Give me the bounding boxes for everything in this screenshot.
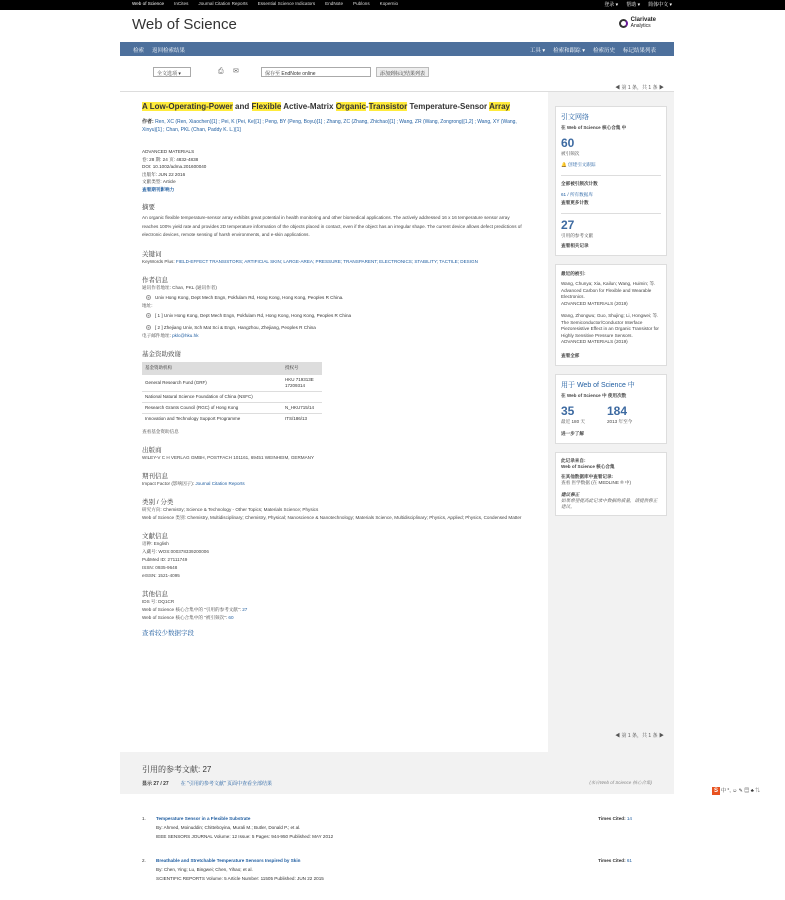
usage-box	[555, 374, 667, 444]
title-segment: Organic	[335, 102, 366, 111]
reference-number: 2.	[142, 858, 146, 863]
jcr-link[interactable]: Journal Citation Reports	[195, 480, 245, 486]
help-menu[interactable]: 帮助 ▾	[626, 2, 641, 8]
app-title[interactable]: Web of Science	[132, 16, 237, 33]
sidebar	[555, 106, 667, 516]
expand-icon[interactable]: +	[147, 313, 150, 318]
nav-search[interactable]: 检索	[133, 48, 145, 54]
times-cited-link[interactable]: 14	[626, 816, 632, 821]
pager-bottom[interactable]: ◀ 第 1 条，共 1 条 ▶	[615, 733, 664, 739]
sogou-icon[interactable]: S	[713, 788, 718, 794]
recent-2-title[interactable]: The Semiconductor/Conductor Interface Piezoresistive Effect in an Organic Transistor for Highly Sensitive Pressure Sensors.	[561, 319, 659, 338]
title-segment: A Low-Operating-Power	[142, 102, 233, 111]
usage-heading: 用于 Web of Science 中	[561, 381, 635, 389]
record-from-heading: 此记录来自:	[561, 457, 586, 463]
times-cited-label: 被引频次	[561, 151, 580, 156]
other-info-heading: 其他信息	[142, 590, 168, 598]
ids-number: IDS 号: DQ1CR	[142, 598, 175, 604]
document-type: 文献类型: Article	[142, 179, 176, 184]
suggest-link[interactable]: 如果希望提高此记录中数据的质量，请提供修正建议。	[561, 497, 658, 509]
reference-item	[142, 856, 632, 883]
brand-sub: Analytics	[630, 23, 651, 29]
abstract-text: An organic flexible temperature-sensor array exhibits great potential in health monitoring and other biomedical applications. The actively addressed 16 x 16 temperature sensor array reaches 100% yield rate and provides 2D temperature information of the objects placed in contact, even if the object has an irregular shape. The current device allows defect predictions of electronic devices, remote sensing of harsh environments, and e-skin applications.	[142, 215, 522, 237]
related-records-link[interactable]: 查看相关记录	[561, 243, 589, 248]
email-label: 电子邮件地址:	[142, 332, 171, 338]
core-collection-label: 在 Web of Science 核心合集 中	[561, 125, 627, 130]
record-from: Web of Science 核心合集	[561, 463, 615, 469]
toolbar	[120, 56, 674, 92]
times-cited-link[interactable]: 61	[626, 858, 632, 863]
reference-authors: By: Chen, Ying; Lu, Bingwei; Chen, Yihao; et al.	[156, 867, 253, 872]
keywords-label: KeyWords Plus:	[142, 258, 175, 264]
corr-address: Univ Hong Kong, Dept Mech Engn, Pokfulam Rd, Hong Kong, Hong Kong, Peoples R China.	[155, 294, 344, 300]
refs-count-label: Web of Science 核心合集中的 "引用的参考文献":	[142, 606, 241, 612]
docinfo-heading: 文献信息	[142, 532, 168, 540]
funding-col-agency: 基金资助机构	[142, 362, 282, 375]
funding-heading: 基金资助致谢	[142, 350, 181, 358]
add-to-marked-button[interactable]: 添加到标记结果列表	[376, 67, 429, 77]
references-title: 引用的参考文献: 27	[142, 765, 212, 774]
nav-alerts[interactable]: 检索和跟踪 ▾	[553, 48, 585, 54]
recent-heading: 最近的被引:	[561, 271, 586, 276]
times-cited-label: Times Cited:	[598, 816, 627, 821]
funding-row	[142, 374, 322, 391]
header	[120, 10, 674, 42]
doi: DOI: 10.1002/adma.201600040	[142, 164, 207, 169]
volume-issue: 卷: 28 期: 24 页: 4832-4838	[142, 156, 199, 162]
accession-number: 入藏号: WOS:000378339200006	[142, 548, 209, 554]
references-count[interactable]: 27	[561, 218, 575, 232]
login-menu[interactable]: 登录 ▾	[604, 2, 619, 8]
pubmed-id: PubMed ID: 27111749	[142, 556, 188, 562]
recent-2-authors: Wang, Zhongwu; Guo, Shujing; Li, Hongwei; 等.	[561, 313, 659, 318]
authors-line	[142, 118, 527, 134]
source-info	[142, 148, 548, 193]
funding-agency: Research Grants Council (RGC) of Hong Kong	[142, 402, 282, 413]
title-segment: -	[365, 102, 369, 111]
main-area	[120, 92, 674, 752]
citation-network-heading: 引文网络	[561, 114, 589, 121]
learn-more-link[interactable]: 进一步了解	[561, 430, 584, 436]
references-note: (来自Web of Science 核心合集)	[589, 780, 652, 785]
citation-alert-link[interactable]: 创建引文跟踪	[568, 162, 596, 167]
references-label: 引用的参考文献	[561, 233, 594, 238]
product-link[interactable]: Kopernio	[379, 1, 399, 6]
author-info-heading: 作者信息	[142, 276, 168, 284]
more-counts-link[interactable]: 查看更多计数	[561, 200, 589, 205]
research-areas: Chemistry; Science & Technology - Other Topics; Materials Science; Physics	[162, 506, 319, 512]
product-links	[132, 1, 398, 6]
funding-row	[142, 402, 322, 413]
nav-tools[interactable]: 工具 ▾	[529, 48, 546, 54]
title-segment: and	[232, 102, 252, 111]
refs-count-link[interactable]: 27	[242, 606, 248, 612]
clarivate-logo	[619, 17, 656, 29]
reference-item	[142, 814, 632, 841]
recent-2-source: ADVANCED MATERIALS (2019)	[561, 339, 628, 344]
funding-table	[142, 362, 322, 424]
article-title	[142, 102, 532, 112]
expand-icon[interactable]: +	[147, 295, 150, 300]
other-db-heading: 在其他数据库中查看记录:	[561, 473, 614, 479]
funding-grant: N_HKU715/14	[282, 402, 322, 413]
author-links[interactable]: Ren, XC (Ren, Xiaochen)[1] ; Pei, K (Pei, Ke)[1] ; Peng, BY (Peng, Boyu)[1] ; Zhang, ZC (Zhang, Zhichao)[1] ; Wang, ZR (Wang, Zongrong)[1,2] ; Wang, XY (Wang, Xinyu)[1] ; Chan, PKL (Chan, Paddy K. L.)[1]	[142, 119, 517, 133]
funding-agency: Innovation and Technology Support Programme	[142, 413, 282, 424]
address-2: [ 2 ] Zhejiang Univ, Sch Mat Sci & Engn, Hangzhou, Zhejiang, Peoples R China	[155, 324, 316, 330]
funding-grant: ITS/186/13	[282, 413, 322, 424]
funding-link[interactable]: 查看基金资助信息	[142, 428, 179, 434]
title-segment: Transistor	[368, 102, 408, 111]
record-content	[120, 92, 548, 752]
usage-2013-count: 184	[607, 403, 628, 418]
usage-sub: 在 Web of Science 中 使用次数	[561, 392, 627, 398]
funding-row	[142, 413, 322, 424]
ime-tools[interactable]: 中 °, ☺ ✎ ▤ ♣ ⇅	[721, 788, 761, 794]
nav-bar	[120, 42, 674, 56]
print-icon[interactable]: ⎙	[218, 68, 224, 75]
times-cited-count[interactable]: 60	[561, 136, 575, 150]
recent-1-source: ADVANCED MATERIALS (2019)	[561, 300, 628, 306]
record-source-box	[555, 452, 667, 516]
issn: ISSN: 0935-9648	[142, 564, 178, 570]
product-link[interactable]: Journal Citation Reports	[198, 1, 248, 6]
reference-number: 1.	[142, 816, 146, 821]
publisher-heading: 出版商	[142, 446, 162, 454]
view-all-link[interactable]: 查看全部	[561, 352, 580, 358]
impact-factor-label: Impact Factor (影响因子):	[142, 480, 195, 486]
address-label: 地址:	[142, 302, 153, 308]
language-menu[interactable]: 简体中文 ▾	[648, 2, 672, 8]
usage-2013-label: 2013 年至今	[607, 418, 633, 424]
authors-label: 作者:	[142, 119, 154, 125]
product-link[interactable]: Publons	[353, 1, 370, 6]
research-label: 研究方向:	[142, 506, 162, 512]
recent-1-authors: Wang, Chunya; Xia, Kailun; Wang, Huimin; 等.	[561, 281, 656, 286]
journal-impact-link[interactable]: 查看期刊影响力	[142, 186, 175, 192]
funding-agency: National Natural Science Foundation of China (NSFC)	[142, 391, 282, 402]
email-icon[interactable]: ✉	[233, 68, 239, 75]
expand-icon[interactable]: +	[147, 325, 150, 330]
bell-icon: 🔔	[561, 162, 567, 167]
clarivate-icon	[619, 19, 628, 28]
medline-link[interactable]: 查看 医学数据 (在 MEDLINE ® 中)	[561, 479, 631, 485]
corr-label: 通讯作者地址:	[142, 284, 171, 290]
language: 语种: English	[142, 540, 169, 546]
brand-name: Clarivate	[630, 17, 656, 23]
funding-agency: General Research Fund (GRF)	[142, 374, 282, 391]
publisher-text: WILEY-V C H VERLAG GMBH, POSTFACH 101161, 69451 WEINHEIM, GERMANY	[142, 454, 315, 460]
wos-category-label: Web of Science 类别:	[142, 514, 186, 520]
journal-info-heading: 期刊信息	[142, 472, 168, 480]
reference-times-cited	[598, 856, 632, 865]
title-segment: Flexible	[251, 102, 282, 111]
nav-marked-list[interactable]: 标记结果列表	[622, 48, 656, 54]
references-section	[120, 752, 674, 900]
reference-source: SCIENTIFIC REPORTS Volume: 5 Article Number: 11505 Published: JUN 22 2015	[156, 876, 324, 881]
keywords-heading: 关键词	[142, 250, 162, 258]
funding-col-grant: 授权号	[282, 362, 322, 375]
reference-times-cited	[598, 814, 632, 823]
journal-name: ADVANCED MATERIALS	[142, 149, 195, 154]
product-link[interactable]: InCites	[174, 1, 189, 6]
ime-toolbar[interactable]	[712, 787, 760, 795]
product-link[interactable]: Essential Science Indicators	[257, 1, 316, 6]
funding-row	[142, 391, 322, 402]
eissn: eISSN: 1521-4095	[142, 572, 180, 578]
all-db-link[interactable]: / 所有数据库	[567, 192, 593, 197]
usage-180-count: 35	[561, 403, 575, 418]
category-heading: 类别 / 分类	[142, 498, 174, 506]
times-cited-label: Times Cited:	[598, 858, 627, 863]
cited-count-label: Web of Science 核心合集中的 "被引频次":	[142, 614, 228, 620]
all-db-count[interactable]: 61	[561, 192, 567, 197]
reference-title[interactable]: Temperature Sensor in a Flexible Substrate	[156, 816, 251, 821]
email-link[interactable]: pklc@hku.hk	[172, 332, 199, 338]
suggest-heading: 建议修正	[561, 491, 580, 497]
fewer-fields-link[interactable]: 查看较少数据字段	[142, 629, 194, 637]
address-1: [ 1 ] Univ Hong Kong, Dept Mech Engn, Pokfulam Rd, Hong Kong, Hong Kong, Peoples R China	[155, 312, 352, 318]
reference-authors: By: Ahmed, Moinuddin; Chitteboyina, Murali M.; Butler, Donald P.; et al.	[156, 825, 301, 830]
nav-history[interactable]: 检索历史	[592, 48, 615, 54]
product-link[interactable]: Web of Science	[132, 1, 165, 6]
funding-grant: HKU 719313E 17209314	[282, 374, 322, 391]
pager-top[interactable]: ◀ 第 1 条，共 1 条 ▶	[615, 85, 664, 91]
top-bar	[0, 0, 785, 10]
funding-grant	[282, 391, 322, 402]
fulltext-options-select[interactable]: 全文选项 ▾	[153, 67, 191, 77]
reference-source: IEEE SENSORS JOURNAL Volume: 12 Issue: 5 Pages: 944-950 Published: MAY 2012	[156, 834, 334, 839]
published-date: 出版年: JUN 22 2016	[142, 171, 186, 177]
title-segment: Active-Matrix	[281, 102, 336, 111]
title-segment: Array	[489, 102, 510, 111]
save-endnote-select[interactable]: 保存至 EndNote online	[261, 67, 371, 77]
references-showing: 显示 27 / 27	[142, 781, 169, 787]
usage-180-label: 最近 180 天	[561, 418, 585, 424]
title-segment: Temperature-Sensor	[407, 102, 490, 111]
recent-citations-box	[555, 264, 667, 366]
wos-categories: Chemistry, Multidisciplinary; Chemistry, Physical; Nanoscience & Nanotechnology; Materials Science, Multidisciplinary; Physics, Applied; Physics, Condensed Matter	[187, 514, 522, 520]
corr-name: Chan, PKL (通讯作者)	[172, 284, 217, 290]
keywords-links[interactable]: FIELD-EFFECT TRANSISTORS; ARTIFICIAL SKIN; LARGE-AREA; PRESSURE; TRANSPARENT; ELECTRONICS; STABILITY; TACTILE; DESIGN	[175, 258, 478, 264]
abstract-heading: 摘要	[142, 204, 155, 211]
reference-title[interactable]: Breathable and Stretchable Temperature Sensors Inspired by Skin	[156, 858, 301, 863]
references-header	[120, 752, 674, 794]
recent-1-title[interactable]: Advanced Carbon for Flexible and Wearable Electronics.	[561, 287, 652, 299]
all-counts-heading: 全部被引频次计数	[561, 181, 598, 186]
product-link[interactable]: EndNote	[325, 1, 344, 6]
cited-count-link[interactable]: 60	[228, 614, 234, 620]
view-all-references-link[interactable]: 在 "引用的参考文献" 页面中查看全部结果	[180, 781, 273, 787]
nav-back-results[interactable]: 返回检索结果	[152, 48, 186, 54]
citation-network-box	[555, 106, 667, 256]
